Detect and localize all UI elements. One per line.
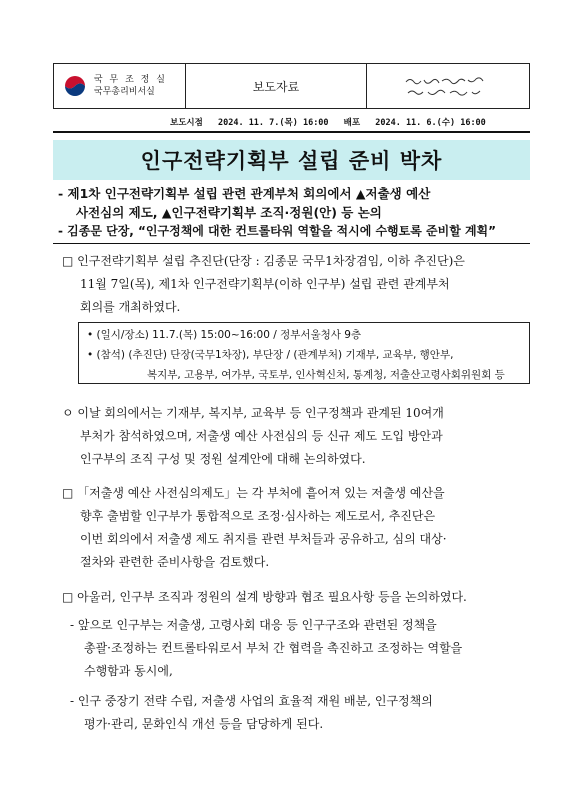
summary-item-1-line2: 사전심의 제도, ▲인구전략기획부 조직·정원(안) 등 논의: [76, 205, 382, 220]
p6-line2: 평가·관리, 문화인식 개선 등을 담당하게 된다.: [84, 717, 324, 731]
slogan-block: [367, 64, 529, 108]
p3-line1: □ 「저출생 예산 사전심의제도」는 각 부처에 흩어져 있는 저출생 예산을: [62, 486, 445, 500]
info-attendees: • (참석) (추진단) 단장(국무1차장), 부단장 / (관계부처) 기재부, 교육부, 행안부,: [87, 349, 454, 361]
p3-line3: 이번 회의에서 저출생 제도 취지를 관련 부처들과 공유하고, 심의 대상·: [80, 532, 447, 546]
date-line: [170, 116, 496, 128]
top-rule: [53, 131, 530, 133]
paragraph-5: [70, 614, 532, 683]
p4-line1: □ 아울러, 인구부 조직과 정원의 설계 방향과 협조 필요사항 등을 논의하였다.: [62, 590, 467, 604]
summary-rule: [53, 243, 530, 244]
header-box: [53, 63, 530, 109]
summary-item-2: - 김종문 단장, “인구정책에 대한 컨트롤타워 역할을 적시에 수행토록 준비할 계획”: [58, 224, 497, 238]
info-attendees-cont: 복지부, 고용부, 여가부, 국토부, 인사혁신처, 통계청, 저출산고령사회위원회 등: [147, 369, 505, 381]
p5-line1: - 앞으로 인구부는 저출생, 고령사회 대응 등 인구구조와 관련된 정책을: [70, 618, 437, 632]
paragraph-6: [70, 690, 532, 736]
paragraph-2: [62, 402, 532, 471]
summary-bullets: [58, 184, 528, 241]
org-line1: 국 무 조 정 실: [94, 75, 167, 85]
distribution-label: 배포: [343, 118, 361, 128]
p2-line2: 부처가 참석하였으며, 저출생 예산 사전심의 등 신규 제도 도입 방안과: [80, 429, 443, 443]
org-name: [94, 74, 167, 98]
org-line2: 국무총리비서실: [94, 87, 155, 97]
paragraph-1: [62, 250, 530, 319]
title-band: [53, 140, 530, 180]
p5-line2: 총괄·조정하는 컨트롤타워로서 부처 간 협력을 촉진하고 조정하는 역할을: [84, 641, 463, 655]
summary-item-1-line1: - 제1차 인구전략기획부 설립 관련 관계부처 회의에서 ▲저출생 예산: [58, 186, 431, 201]
org-block: [54, 64, 186, 108]
p5-line3: 수행함과 동시에,: [84, 664, 173, 678]
p1-line2: 11월 7일(목), 제1차 인구전략기획부(이하 인구부) 설립 관련 관계부처: [80, 277, 450, 291]
slogan-handwriting-logo: [398, 72, 498, 100]
page-title: 인구전략기획부 설립 준비 박차: [140, 149, 443, 173]
embargo-value: 2024. 11. 7.(목) 16:00: [217, 118, 329, 128]
distribution-value: 2024. 11. 6.(수) 16:00: [375, 118, 486, 128]
p3-line2: 향후 출범할 인구부가 통합적으로 조정·심사하는 제도로서, 추진단은: [80, 509, 436, 523]
meeting-info-box: [78, 322, 530, 384]
p6-line1: - 인구 중장기 전략 수립, 저출생 사업의 효율적 재원 배분, 인구정책의: [70, 694, 433, 708]
p2-line1: ㅇ 이날 회의에서는 기재부, 복지부, 교육부 등 인구정책과 관계된 10여개: [62, 406, 444, 420]
p2-line3: 인구부의 조직 구성 및 정원 설계안에 대해 논의하였다.: [80, 452, 366, 466]
paragraph-3: [62, 482, 532, 574]
government-emblem-icon: [62, 73, 88, 99]
embargo-label: 보도시점: [170, 118, 203, 128]
doc-type: 보도자료: [186, 64, 367, 108]
paragraph-4: [62, 586, 532, 609]
p3-line4: 절차와 관련한 준비사항을 검토했다.: [80, 555, 270, 569]
p1-line3: 회의를 개최하였다.: [80, 300, 181, 314]
p1-line1: □ 인구전략기획부 설립 추진단(단장 : 김종문 국무1차장겸임, 이하 추진단)은: [62, 254, 465, 268]
info-datetime-place: • (일시/장소) 11.7.(목) 15:00~16:00 / 정부서울청사 9층: [87, 329, 362, 341]
